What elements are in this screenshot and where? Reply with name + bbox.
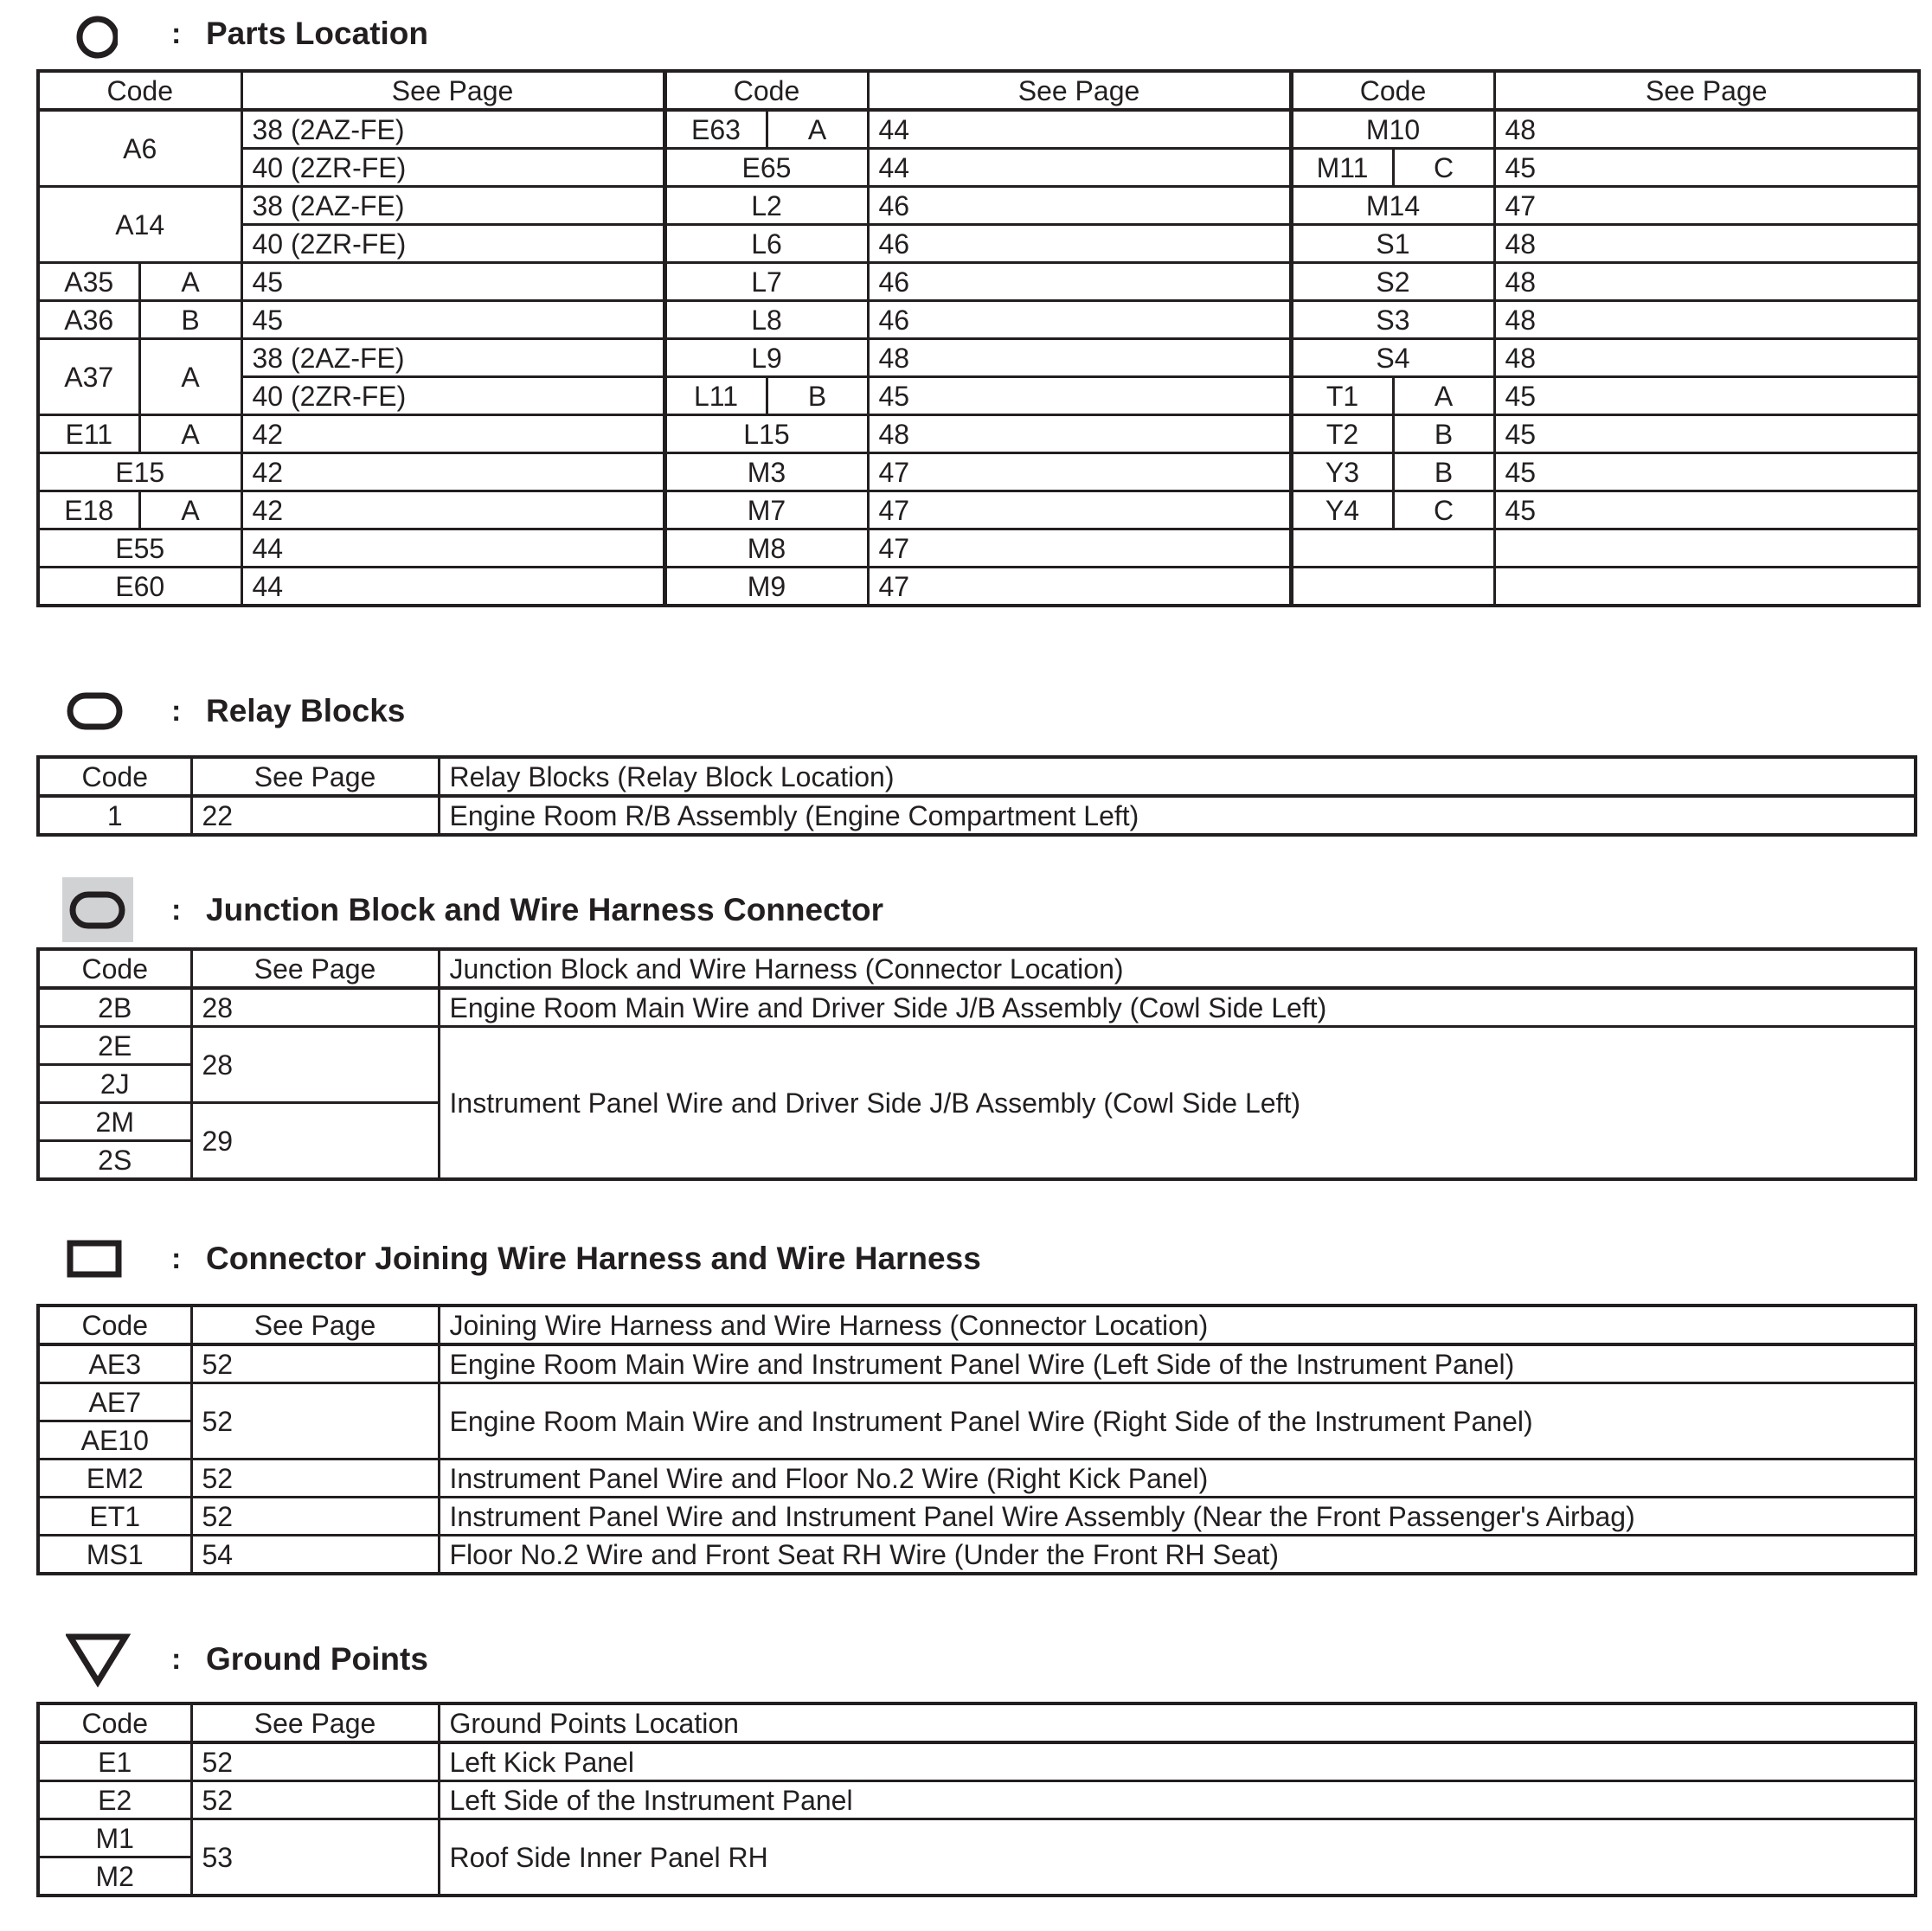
header-code: Code [664,71,868,110]
code-cell: E55 [38,529,241,568]
page-cell: 52 [191,1459,439,1498]
code-cell: AE10 [38,1421,191,1459]
page-cell: 42 [241,491,664,529]
code-cell: L11 [664,377,767,415]
code-cell: T2 [1291,415,1393,453]
code-cell: A14 [38,187,241,263]
sub-code-cell: A [1393,377,1494,415]
code-cell: E18 [38,491,139,529]
header-code: Code [1291,71,1494,110]
page-cell: 42 [241,453,664,491]
code-cell: M14 [1291,187,1494,225]
section-colon: : [171,894,182,927]
page-cell: 44 [241,568,664,606]
page-cell: 45 [241,263,664,301]
page-cell: 52 [191,1383,439,1459]
code-cell: M3 [664,453,868,491]
table-row [38,1536,1916,1575]
code-cell: S2 [1291,263,1494,301]
table-row [38,453,1919,491]
page-cell: 48 [868,415,1291,453]
shaded-rounded-rectangle-icon [62,877,140,946]
code-cell: A37 [38,339,139,415]
description-cell: Left Side of the Instrument Panel [439,1781,1916,1819]
page-cell: 48 [1494,263,1919,301]
table-row [38,491,1919,529]
description-cell: Instrument Panel Wire and Instrument Panel Wire Assembly (Near the Front Passenger's Airbag) [439,1498,1916,1536]
table-row [38,988,1916,1027]
page-cell: 47 [868,529,1291,568]
relay-blocks-table [36,755,1917,837]
header-description: Relay Blocks (Relay Block Location) [439,757,1916,796]
page-cell [1494,568,1919,606]
description-cell: Left Kick Panel [439,1742,1916,1781]
description-cell: Engine Room R/B Assembly (Engine Compartment Left) [439,796,1916,835]
code-cell [1291,529,1494,568]
page-cell: 45 [241,301,664,339]
sub-code-cell: A [139,491,241,529]
junction-block-table [36,947,1917,1181]
page-cell: 46 [868,263,1291,301]
page-cell: 48 [868,339,1291,377]
code-cell: E11 [38,415,139,453]
code-cell: E1 [38,1742,191,1781]
code-cell: S3 [1291,301,1494,339]
header-code: Code [38,71,241,110]
code-cell: L9 [664,339,868,377]
page-cell: 52 [191,1498,439,1536]
header-description: Joining Wire Harness and Wire Harness (Connector Location) [439,1306,1916,1344]
page-cell: 29 [191,1103,439,1180]
table-row [38,529,1919,568]
section-colon: : [171,1643,182,1676]
sub-code-cell: B [767,377,868,415]
page-cell: 46 [868,225,1291,263]
code-cell: L15 [664,415,868,453]
code-cell: Y3 [1291,453,1393,491]
page-cell: 38 (2AZ-FE) [241,110,664,149]
page-cell: 46 [868,301,1291,339]
sub-code-cell: B [1393,415,1494,453]
description-cell: Instrument Panel Wire and Floor No.2 Wire (Right Kick Panel) [439,1459,1916,1498]
table-row [38,1459,1916,1498]
table-row [38,568,1919,606]
page-cell: 48 [1494,339,1919,377]
header-code: Code [38,1703,191,1742]
page-cell: 28 [191,988,439,1027]
header-description: Junction Block and Wire Harness (Connector Location) [439,949,1916,988]
sub-code-cell: A [139,415,241,453]
section-title: Ground Points [206,1641,428,1677]
ground-points-table [36,1702,1917,1897]
code-cell: T1 [1291,377,1393,415]
page-cell: 44 [868,110,1291,149]
page-cell: 45 [1494,149,1919,187]
sub-code-cell: B [1393,453,1494,491]
page-cell: 52 [191,1344,439,1383]
page-cell: 45 [1494,453,1919,491]
description-cell: Engine Room Main Wire and Instrument Panel Wire (Right Side of the Instrument Panel) [439,1383,1916,1459]
code-cell: M8 [664,529,868,568]
code-cell: 1 [38,796,191,835]
page-cell: 45 [1494,377,1919,415]
page-cell: 54 [191,1536,439,1575]
description-cell: Floor No.2 Wire and Front Seat RH Wire (Under the Front RH Seat) [439,1536,1916,1575]
page-cell: 52 [191,1742,439,1781]
page-cell: 40 (2ZR-FE) [241,377,664,415]
code-cell: MS1 [38,1536,191,1575]
page-cell: 44 [241,529,664,568]
page-cell: 48 [1494,225,1919,263]
section-title: Connector Joining Wire Harness and Wire Harness [206,1241,981,1276]
page-cell: 42 [241,415,664,453]
section-title: Parts Location [206,16,428,51]
page-cell: 44 [868,149,1291,187]
table-row [38,1742,1916,1781]
header-see-page: See Page [191,949,439,988]
page-cell: 47 [868,568,1291,606]
sub-code-cell: C [1393,491,1494,529]
code-cell: E60 [38,568,241,606]
header-code: Code [38,1306,191,1344]
code-cell: Y4 [1291,491,1393,529]
page-cell: 47 [868,491,1291,529]
triangle-down-icon [66,1633,135,1693]
code-cell: 2E [38,1027,191,1065]
table-row [38,149,1919,187]
page-cell: 46 [868,187,1291,225]
table-row [38,110,1919,149]
page-cell: 22 [191,796,439,835]
header-see-page: See Page [191,1306,439,1344]
code-cell: M9 [664,568,868,606]
code-cell: E15 [38,453,241,491]
header-see-page: See Page [1494,71,1919,110]
page-cell: 28 [191,1027,439,1103]
code-cell: L6 [664,225,868,263]
sub-code-cell: A [767,110,868,149]
section-title: Relay Blocks [206,693,406,728]
code-cell: A36 [38,301,139,339]
code-cell: L2 [664,187,868,225]
code-cell: M7 [664,491,868,529]
code-cell: M10 [1291,110,1494,149]
table-row [38,225,1919,263]
header-see-page: See Page [191,757,439,796]
page-cell: 45 [868,377,1291,415]
header-description: Ground Points Location [439,1703,1916,1742]
table-row [38,187,1919,225]
sub-code-cell: A [139,263,241,301]
page-cell: 45 [1494,415,1919,453]
page-cell: 38 (2AZ-FE) [241,187,664,225]
code-cell: L8 [664,301,868,339]
code-cell: AE3 [38,1344,191,1383]
code-cell: M2 [38,1857,191,1896]
code-cell: L7 [664,263,868,301]
page-cell: 52 [191,1781,439,1819]
code-cell: M1 [38,1819,191,1857]
page-cell: 47 [1494,187,1919,225]
table-row [38,1344,1916,1383]
table-row [38,1027,1916,1065]
code-cell: E63 [664,110,767,149]
table-row [38,1498,1916,1536]
section-colon: : [171,1242,182,1275]
table-row [38,1383,1916,1421]
table-row [38,339,1919,377]
description-cell: Roof Side Inner Panel RH [439,1819,1916,1896]
code-cell: 2S [38,1141,191,1180]
table-row [38,301,1919,339]
code-cell: M11 [1291,149,1393,187]
header-see-page: See Page [191,1703,439,1742]
circle-icon [66,10,118,62]
sub-code-cell: C [1393,149,1494,187]
page-cell: 48 [1494,110,1919,149]
page-cell: 53 [191,1819,439,1896]
page-cell: 38 (2AZ-FE) [241,339,664,377]
code-cell: A35 [38,263,139,301]
code-cell: E65 [664,149,868,187]
code-cell: E2 [38,1781,191,1819]
code-cell: ET1 [38,1498,191,1536]
page-cell: 47 [868,453,1291,491]
header-see-page: See Page [868,71,1291,110]
connector-joining-table [36,1304,1917,1575]
page-cell: 45 [1494,491,1919,529]
header-code: Code [38,949,191,988]
section-title: Junction Block and Wire Harness Connector [206,892,883,927]
code-cell: 2J [38,1065,191,1103]
code-cell: S1 [1291,225,1494,263]
code-cell: AE7 [38,1383,191,1421]
section-colon: : [171,17,182,50]
code-cell: 2B [38,988,191,1027]
code-cell: S4 [1291,339,1494,377]
section-colon: : [171,695,182,728]
rectangle-icon [66,1235,126,1287]
code-cell: A6 [38,110,241,187]
page-cell: 40 (2ZR-FE) [241,225,664,263]
page-cell [1494,529,1919,568]
sub-code-cell: B [139,301,241,339]
rounded-rectangle-icon [66,688,126,740]
header-code: Code [38,757,191,796]
table-row [38,1781,1916,1819]
table-row [38,415,1919,453]
sub-code-cell: A [139,339,241,415]
code-cell [1291,568,1494,606]
page-cell: 40 (2ZR-FE) [241,149,664,187]
header-see-page: See Page [241,71,664,110]
page-cell: 48 [1494,301,1919,339]
description-cell: Instrument Panel Wire and Driver Side J/B Assembly (Cowl Side Left) [439,1027,1916,1180]
table-row [38,377,1919,415]
description-cell: Engine Room Main Wire and Driver Side J/B Assembly (Cowl Side Left) [439,988,1916,1027]
parts-location-table [36,69,1921,607]
table-row [38,796,1916,835]
table-row [38,263,1919,301]
code-cell: EM2 [38,1459,191,1498]
code-cell: 2M [38,1103,191,1141]
table-row [38,1819,1916,1857]
description-cell: Engine Room Main Wire and Instrument Panel Wire (Left Side of the Instrument Panel) [439,1344,1916,1383]
